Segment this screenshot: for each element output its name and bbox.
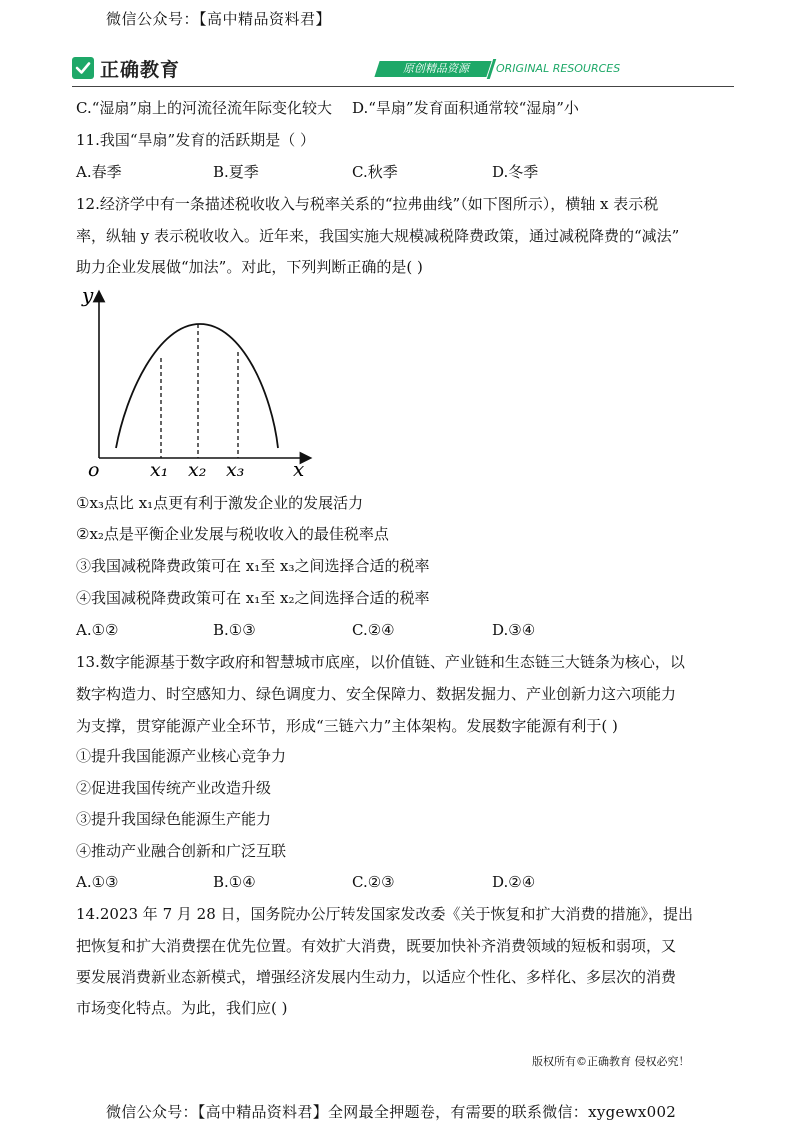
q12-statement-4: ④我国减税降费政策可在 x₁至 x₂之间选择合适的税率 — [76, 589, 430, 607]
q12-stem-line-1: 12.经济学中有一条描述税收收入与税率关系的“拉弗曲线”（如下图所示），横轴 x 表示税 — [76, 195, 659, 213]
q10-options — [76, 97, 716, 119]
q13-options — [76, 871, 716, 893]
q14-stem-line-1: 14.2023 年 7 月 28 日，国务院办公厅转发国家发改委《关于恢复和扩大消费的措施》，提出 — [76, 905, 694, 923]
tick-label-x3: x₃ — [226, 459, 245, 480]
q12-statement-1: ①x₃点比 x₁点更有利于激发企业的发展活力 — [76, 494, 364, 512]
q14-stem-line-4: 市场变化特点。为此，我们应( ) — [76, 999, 288, 1017]
q13-option-b: B.①④ — [213, 873, 256, 891]
q12-option-a: A.①② — [76, 621, 119, 639]
q13-statement-3: ③提升我国绿色能源生产能力 — [76, 810, 272, 828]
laffer-curve-figure — [78, 284, 318, 480]
brand-logo — [72, 55, 180, 81]
banner-cn-text: 原创精品资源 — [403, 62, 469, 75]
q12-stem-line-3: 助力企业发展做“加法”。对此，下列判断正确的是( ) — [76, 258, 423, 276]
q13-statement-4: ④推动产业融合创新和广泛互联 — [76, 842, 287, 860]
bottom-watermark-text: 微信公众号：【高中精品资料君】全网最全押题卷，有需要的联系微信：xygewx002 — [106, 1103, 677, 1121]
q12-options — [76, 619, 716, 641]
laffer-curve — [116, 324, 278, 448]
q14-stem-line-2: 把恢复和扩大消费摆在优先位置。有效扩大消费，既要加快补齐消费领域的短板和弱项，又 — [76, 937, 677, 955]
q13-option-d: D.②④ — [492, 873, 536, 891]
copyright-notice: 版权所有©正确教育 侵权必究！ — [532, 1055, 690, 1068]
origin-label: o — [88, 459, 100, 480]
q13-option-a: A.①③ — [76, 873, 119, 891]
q11-stem: 11.我国“旱扇”发育的活跃期是（ ） — [76, 131, 315, 149]
q11-option-c: C.秋季 — [352, 163, 398, 181]
q11-options — [76, 161, 716, 183]
q11-option-d: D.冬季 — [492, 163, 539, 181]
checkmark-icon — [72, 57, 94, 79]
q12-statement-3: ③我国减税降费政策可在 x₁至 x₃之间选择合适的税率 — [76, 557, 430, 575]
banner-en-text: ORIGINAL RESOURCES — [496, 62, 621, 75]
q10-option-c: C.“湿扇”扇上的河流径流年际变化较大 — [76, 99, 333, 117]
q13-stem-line-2: 数字构造力、时空感知力、绿色调度力、安全保障力、数据发掘力、产业创新力这六项能力 — [76, 685, 677, 703]
q12-option-b: B.①③ — [213, 621, 256, 639]
q12-option-d: D.③④ — [492, 621, 536, 639]
q10-option-d: D.“旱扇”发育面积通常较“湿扇”小 — [352, 99, 579, 117]
q13-stem-line-3: 为支撑，贯穿能源产业全环节，形成“三链六力”主体架构。发展数字能源有利于( ) — [76, 717, 618, 735]
tick-label-x1: x₁ — [150, 459, 169, 480]
q12-stem-line-2: 率，纵轴 y 表示税收收入。近年来，我国实施大规模减税降费政策，通过减税降费的“减法” — [76, 227, 680, 245]
q12-statement-2: ②x₂点是平衡企业发展与税收收入的最佳税率点 — [76, 525, 389, 543]
q13-statement-1: ①提升我国能源产业核心竞争力 — [76, 747, 287, 765]
x-axis-label: x — [293, 457, 305, 480]
tick-label-x2: x₂ — [188, 459, 207, 480]
brand-name: 正确教育 — [100, 58, 181, 81]
y-axis-label: y — [82, 284, 94, 307]
q14-stem-line-3: 要发展消费新业态新模式，增强经济发展内生动力，以适应个性化、多样化、多层次的消费 — [76, 968, 677, 986]
q11-option-a: A.春季 — [76, 163, 122, 181]
q13-stem-line-1: 13.数字能源基于数字政府和智慧城市底座，以价值链、产业链和生态链三大链条为核心，以 — [76, 653, 685, 671]
q11-option-b: B.夏季 — [213, 163, 259, 181]
q13-option-c: C.②③ — [352, 873, 395, 891]
header-divider — [72, 86, 734, 87]
q12-option-c: C.②④ — [352, 621, 395, 639]
q13-statement-2: ②促进我国传统产业改造升级 — [76, 779, 272, 797]
top-watermark-text: 微信公众号：【高中精品资料君】 — [106, 10, 332, 28]
